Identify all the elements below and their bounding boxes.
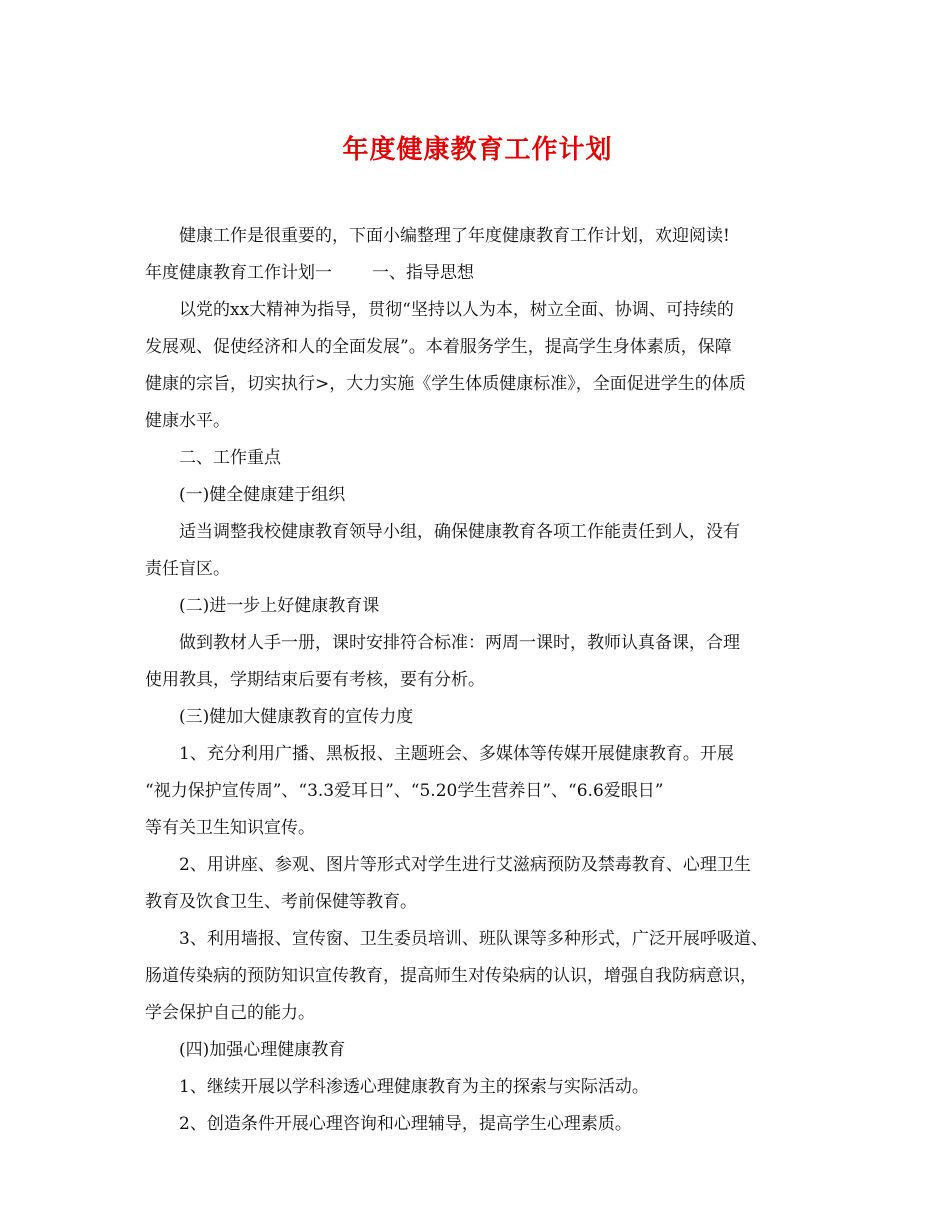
item3-p3-line-2: 肠道传染病的预防知识宣传教育，提高师生对传染病的认识，增强自我防病意识，: [145, 966, 757, 986]
document-title: 年度健康教育工作计划: [342, 135, 613, 165]
section-one-heading: 一、指导思想: [372, 263, 474, 283]
item1-heading: (一)健全健康建于组织: [179, 485, 346, 505]
guiding-line-3: 健康的宗旨，切实执行>，大力实施《学生体质健康标准》，全面促进学生的体质: [145, 374, 746, 394]
item1-line-2: 责任盲区。: [145, 559, 230, 579]
item4-paragraph-1: 1、继续开展以学科渗透心理健康教育为主的探索与实际活动。: [179, 1077, 649, 1097]
item1-line-1: 适当调整我校健康教育领导小组，确保健康教育各项工作能责任到人，没有: [179, 522, 740, 542]
item3-p1-line-3: 等有关卫生知识宣传。: [145, 818, 315, 838]
item2-line-1: 做到教材人手一册，课时安排符合标准：两周一课时，教师认真备课，合理: [179, 633, 740, 653]
intro-paragraph: 健康工作是很重要的，下面小编整理了年度健康教育工作计划，欢迎阅读!: [179, 226, 730, 246]
guiding-line-4: 健康水平。: [145, 411, 230, 431]
item2-line-2: 使用教具，学期结束后要有考核，要有分析。: [145, 670, 485, 690]
guiding-line-1: 以党的xx大精神为指导，贯彻“坚持以人为本，树立全面、协调、可持续的: [179, 300, 734, 320]
item2-heading: (二)进一步上好健康教育课: [179, 596, 380, 616]
item4-heading: (四)加强心理健康教育: [179, 1040, 346, 1060]
item3-p3-line-1: 3、利用墙报、宣传窗、卫生委员培训、班队课等多种形式，广泛开展呼吸道、: [179, 929, 768, 949]
section-two-heading: 二、工作重点: [179, 448, 281, 468]
guiding-line-2: 发展观、促使经济和人的全面发展”。本着服务学生，提高学生身体素质，保障: [145, 337, 732, 357]
item3-p1-line-1: 1、充分利用广播、黑板报、主题班会、多媒体等传媒开展健康教育。开展: [179, 744, 734, 764]
plan-one-line: [145, 255, 810, 292]
item3-p2-line-1: 2、用讲座、参观、图片等形式对学生进行艾滋病预防及禁毒教育、心理卫生: [179, 855, 751, 875]
item3-p3-line-3: 学会保护自己的能力。: [145, 1003, 315, 1023]
plan-one-label: 年度健康教育工作计划一: [145, 263, 332, 283]
item3-p1-line-2: “视力保护宣传周”、“3.3爱耳日”、“5.20学生营养日”、“6.6爱眼日”: [145, 781, 664, 801]
item3-p2-line-2: 教育及饮食卫生、考前保健等教育。: [145, 892, 417, 912]
document-body: [145, 218, 810, 1143]
item3-heading: (三)健加大健康教育的宣传力度: [179, 707, 414, 727]
item4-paragraph-2: 2、创造条件开展心理咨询和心理辅导，提高学生心理素质。: [179, 1114, 632, 1134]
